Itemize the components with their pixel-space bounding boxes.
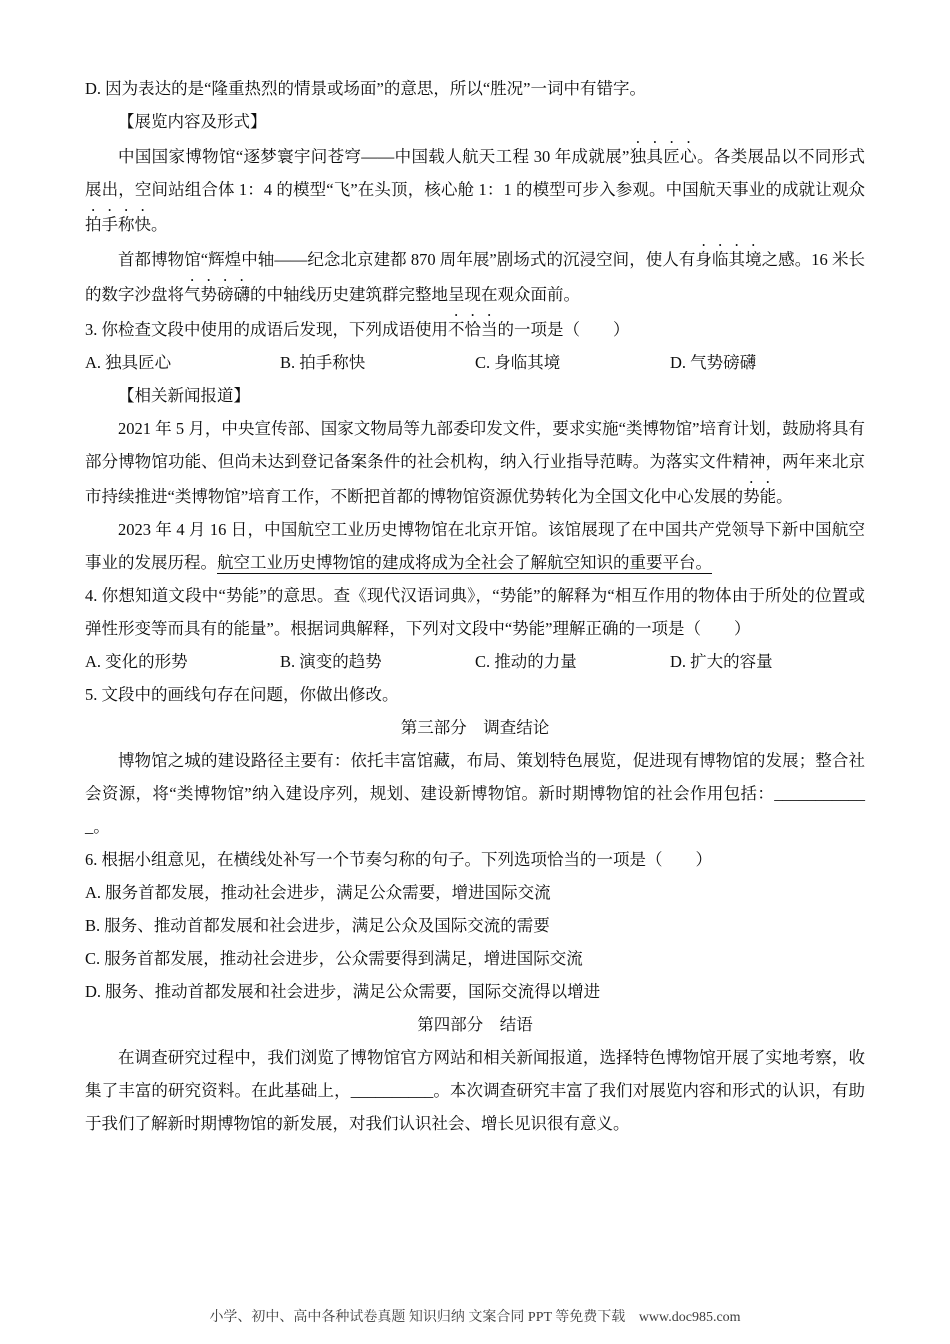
choice-option: D. 气势磅礴 bbox=[670, 353, 757, 372]
choice-option: B. 拍手称快 bbox=[280, 353, 366, 372]
question-6-option-d bbox=[85, 975, 865, 1008]
text-run: 【相关新闻报道】 bbox=[118, 386, 250, 405]
para-epilogue bbox=[85, 1041, 865, 1140]
emphasis-dotted-text: 不恰当 bbox=[448, 320, 498, 339]
text-run: 2021 年 5 月，中央宣传部、国家文物局等九部委印发文件，要求实施“类博物馆”培育计划，鼓励将具有部分博物馆功能、但尚未达到登记备案条件的社会机构，纳入行业指导范畴。为落实文件精神，两年来北京市持续推进“类博物馆”培育工作，不断把首都的博物馆资源优势转化为全国文化中心发展的 bbox=[85, 419, 865, 506]
option-d-previous-question bbox=[85, 72, 865, 105]
emphasis-dotted-text: 拍手称快 bbox=[85, 215, 151, 234]
emphasis-dotted-text: 身临其境 bbox=[695, 250, 762, 269]
text-run: 6. 根据小组意见，在横线处补写一个节奏匀称的句子。下列选项恰当的一项是（ ） bbox=[85, 850, 712, 869]
document-body bbox=[85, 72, 865, 1140]
text-run: 2023 年 4 月 16 日，中国航空工业历史博物馆在北京开馆。该馆展现了在中国共产党领导下新中国航空事业的发展历程。 bbox=[85, 520, 865, 572]
emphasis-dotted-text: 势能 bbox=[743, 487, 777, 506]
text-run: B. 服务、推动首都发展和社会进步，满足公众及国际交流的需要 bbox=[85, 916, 550, 935]
text-run: C. 服务首都发展，推动社会进步，公众需要得到满足，增进国际交流 bbox=[85, 949, 583, 968]
text-run: 【展览内容及形式】 bbox=[118, 112, 267, 131]
para-conclusion-paths bbox=[85, 744, 865, 843]
text-run: 博物馆之城的建设路径主要有：依托丰富馆藏，布局、策划特色展览，促进现有博物馆的发展；整合社会资源，将“类博物馆”纳入建设序列，规划、建设新博物馆。新时期博物馆的社会作用包括：____________。 bbox=[85, 751, 865, 836]
question-6 bbox=[85, 843, 865, 876]
text-run: 3. 你检查文段中使用的成语后发现，下列成语使用 bbox=[85, 320, 448, 339]
text-run: 。各类展品以不同形式展出，空间站组合体 1：4 的模型“飞”在头顶，核心舱 1：1 的模型可步入参观。中国航天事业的成就让观众 bbox=[85, 147, 866, 199]
question-5 bbox=[85, 678, 865, 711]
section-heading-part4 bbox=[85, 1008, 865, 1041]
question-3-options bbox=[85, 346, 865, 379]
choice-option: C. 身临其境 bbox=[475, 353, 561, 372]
question-3 bbox=[85, 311, 865, 346]
choice-option: C. 推动的力量 bbox=[475, 652, 577, 671]
text-run: 中国国家博物馆“逐梦寰宇问苍穹——中国载人航天工程 30 年成就展” bbox=[118, 147, 630, 166]
section-label-news bbox=[85, 379, 865, 412]
choice-option: A. 变化的形势 bbox=[85, 652, 188, 671]
choice-option: B. 演变的趋势 bbox=[280, 652, 382, 671]
underlined-sentence: 航空工业历史博物馆的建成将成为全社会了解航空知识的重要平台。 bbox=[217, 553, 712, 572]
question-4-options bbox=[85, 645, 865, 678]
text-run: 的中轴线历史建筑群完整地呈现在观众面前。 bbox=[250, 285, 580, 304]
question-6-option-a bbox=[85, 876, 865, 909]
emphasis-dotted-text: 独具匠心 bbox=[629, 147, 698, 166]
question-6-option-c bbox=[85, 942, 865, 975]
text-run: 之感。16 米长的数字沙盘将 bbox=[85, 250, 866, 304]
choice-option: A. 独具匠心 bbox=[85, 353, 172, 372]
para-2023-aviation-museum bbox=[85, 513, 865, 579]
text-run: 的一项是（ ） bbox=[497, 320, 630, 339]
para-national-museum bbox=[85, 138, 865, 241]
section-heading-part3 bbox=[85, 711, 865, 744]
text-run: A. 服务首都发展，推动社会进步，满足公众需要，增进国际交流 bbox=[85, 883, 551, 902]
text-run: D. 因为表达的是“隆重热烈的情景或场面”的意思，所以“胜况”一词中有错字。 bbox=[85, 79, 646, 98]
para-2021-policy bbox=[85, 412, 865, 513]
question-6-option-b bbox=[85, 909, 865, 942]
text-run: 4. 你想知道文段中“势能”的意思。查《现代汉语词典》，“势能”的解释为“相互作用的物体由于所处的位置或弹性形变等而具有的能量”。根据词典解释，下列对文段中“势能”理解正确的一项是（ ） bbox=[85, 586, 865, 638]
section-label-exhibition bbox=[85, 105, 865, 138]
text-run: D. 服务、推动首都发展和社会进步，满足公众需要，国际交流得以增进 bbox=[85, 982, 601, 1001]
choice-option: D. 扩大的容量 bbox=[670, 652, 773, 671]
page-footer bbox=[0, 1308, 950, 1328]
text-run: 第四部分 结语 bbox=[417, 1015, 533, 1034]
text-run: 。 bbox=[151, 215, 168, 234]
footer-site-link[interactable]: www.doc985.com bbox=[638, 1310, 741, 1325]
text-run: 。 bbox=[776, 487, 793, 506]
question-4 bbox=[85, 579, 865, 645]
emphasis-dotted-text: 气势磅礴 bbox=[184, 285, 250, 304]
text-run: 在调查研究过程中，我们浏览了博物馆官方网站和相关新闻报道，选择特色博物馆开展了实地考察，收集了丰富的研究资料。在此基础上，__________。本次调查研究丰富了我们对展览内容和形式的认识，有助于我们了解新时期博物馆的新发展，对我们认识社会、增长见识很有意义。 bbox=[85, 1048, 865, 1133]
text-run: 第三部分 调查结论 bbox=[400, 718, 550, 737]
text-run: 5. 文段中的画线句存在问题，你做出修改。 bbox=[85, 685, 399, 704]
text-run: 首都博物馆“辉煌中轴——纪念北京建都 870 周年展”剧场式的沉浸空间，使人有 bbox=[118, 250, 696, 269]
para-capital-museum bbox=[85, 241, 865, 311]
footer-promo-text: 小学、初中、高中各种试卷真题 知识归纳 文案合同 PPT 等免费下载 bbox=[209, 1310, 626, 1325]
